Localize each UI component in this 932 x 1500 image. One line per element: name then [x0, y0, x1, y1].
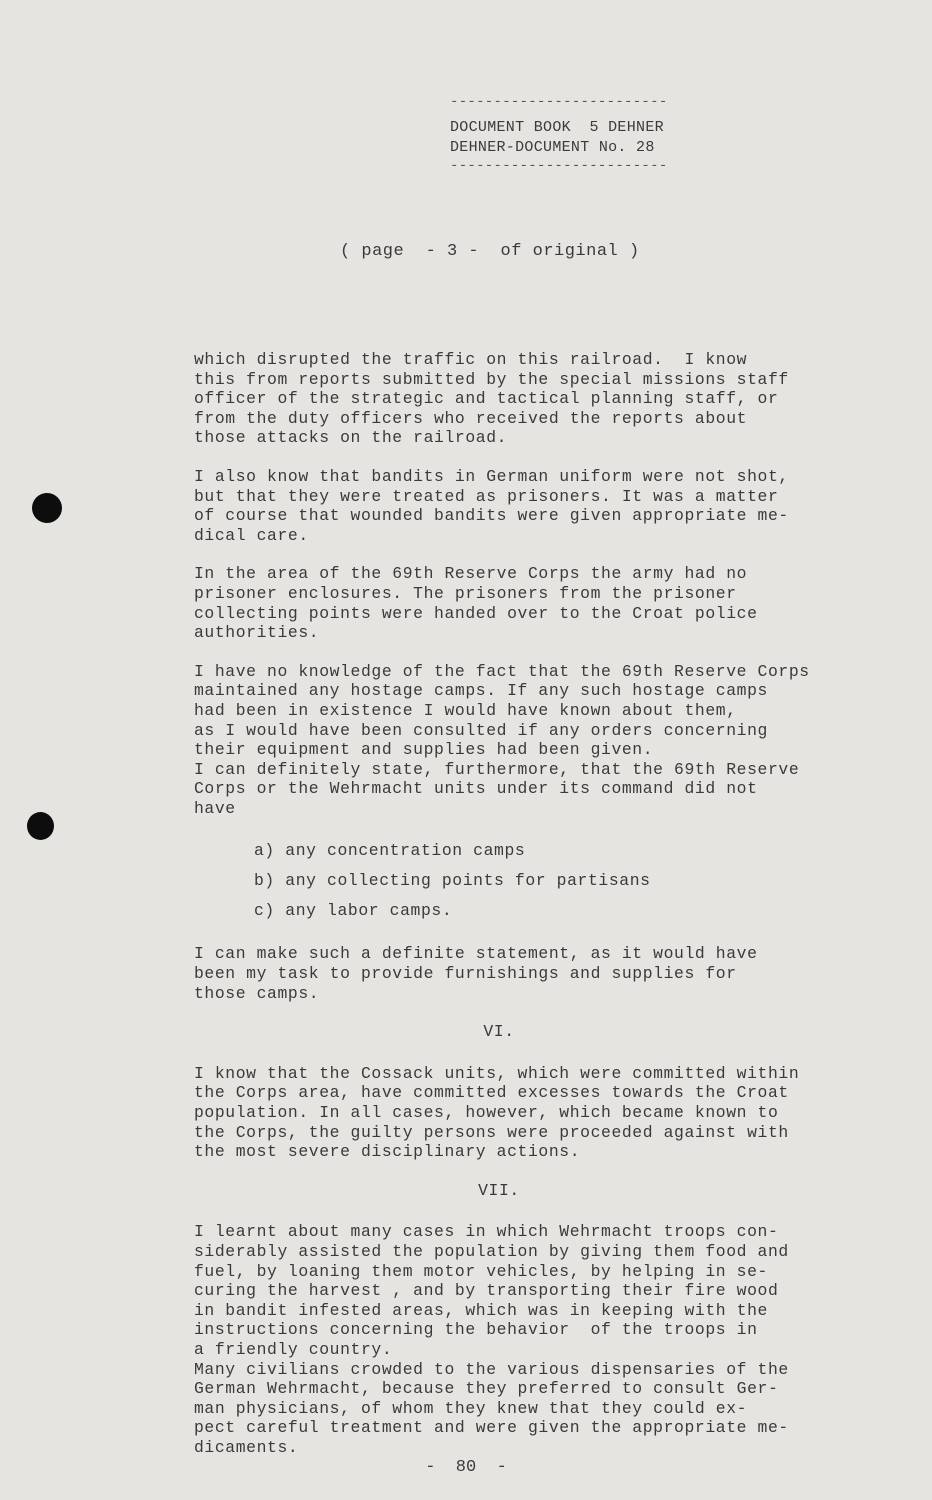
section-heading-vi: VI.: [483, 1022, 515, 1042]
section-heading-vii: VII.: [478, 1180, 520, 1200]
paragraph-definite-statement: I can make such a definite statement, as it would have been my task to provide furnishings and supplies for those camps.: [194, 944, 758, 1003]
document-number-label: DEHNER-DOCUMENT No. 28: [450, 139, 655, 156]
paragraph-railroad: which disrupted the traffic on this railroad. I know this from reports submitted by the special missions staff officer of the strategic and tactical planning staff, or from the duty officers who received the reports about those attacks on the railroad.: [194, 350, 789, 448]
document-book-label: DOCUMENT BOOK 5 DEHNER: [450, 119, 664, 136]
camp-list: [254, 836, 884, 926]
paragraph-prisoners: I also know that bandits in German uniform were not shot, but that they were treated as prisoners. It was a matter of course that wounded bandits were given appropriate me- dical care.: [194, 466, 789, 545]
punch-hole: [27, 812, 54, 840]
document-body: [194, 350, 884, 1477]
paragraph-enclosures: In the area of the 69th Reserve Corps the army had no prisoner enclosures. The prisoners from the prisoner collecting points were handed over to the Croat police authorities.: [194, 564, 758, 643]
page-number: - 80 -: [425, 1458, 507, 1477]
punch-hole: [32, 493, 62, 523]
header-rule-top: -------------------------: [450, 94, 668, 110]
paragraph-hostage-camps: I have no knowledge of the fact that the 69th Reserve Corps maintained any hostage camps. If any such hostage camps had been in existence I would have known about them, as I would have been consulted if any orders concerning their equipment and supplies had been given. I can definitely state, furthermore, that the 69th Reserve Corps or the Wehrmacht units under its command did not have: [194, 661, 810, 818]
list-item: a) any concentration camps: [254, 841, 526, 861]
document-header: [450, 96, 740, 172]
header-rule-bottom: -------------------------: [450, 158, 668, 174]
original-page-reference: ( page - 3 - of original ): [340, 242, 640, 261]
list-item: c) any labor camps.: [254, 901, 453, 921]
paragraph-assistance: I learnt about many cases in which Wehrmacht troops con- siderably assisted the population by giving them food and fuel, by loaning them motor vehicles, by helping in se- curing the harvest , and by transporting their fire wood in bandit infested areas, which was in keeping with the instructions concerning the behavior of the troops in a friendly country. Many civilians crowded to the various dispensaries of the German Wehrmacht, because they preferred to consult Ger- man physicians, of whom they knew that they could ex- pect careful treatment and were given the appropriate me- dicaments.: [194, 1222, 789, 1457]
list-item: b) any collecting points for partisans: [254, 871, 651, 891]
paragraph-cossack-units: I know that the Cossack units, which were committed within the Corps area, have committed excesses towards the Croat population. In all cases, however, which became known to the Corps, the guilty persons were proceeded against with the most severe disciplinary actions.: [194, 1063, 800, 1162]
